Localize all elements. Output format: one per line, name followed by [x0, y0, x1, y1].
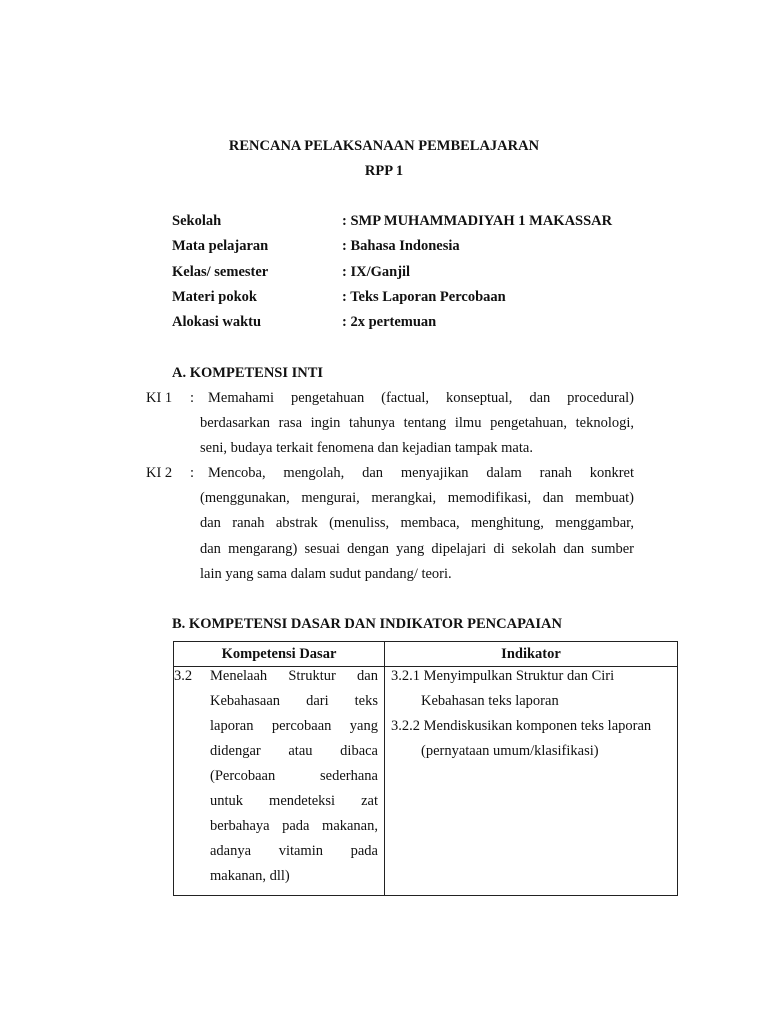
kd-line-1: Menelaah Struktur dan — [210, 668, 378, 684]
kd-cell — [174, 667, 385, 896]
identity-value-alokasi: : 2x pertemuan — [342, 314, 437, 330]
identity-label-kelas: Kelas/ semester — [172, 264, 269, 280]
indikator-1: 3.2.1 Menyimpulkan Struktur dan Ciri — [391, 668, 615, 684]
header-kompetensi-dasar: Kompetensi Dasar — [174, 642, 385, 667]
identity-value-sekolah: : SMP MUHAMMADIYAH 1 MAKASSAR — [342, 213, 613, 229]
identity-label-alokasi: Alokasi waktu — [172, 314, 262, 330]
identity-value-mapel: : Bahasa Indonesia — [342, 238, 460, 254]
ki2-line-4: dan mengarang) sesuai dengan yang dipelajari di sekolah dan sumber — [200, 541, 634, 557]
table-header-row — [174, 642, 678, 667]
document-title: RENCANA PELAKSANAAN PEMBELAJARAN — [228, 138, 540, 154]
identity-value-materi: : Teks Laporan Percobaan — [342, 289, 506, 305]
indikator-1-cont: Kebahasan teks laporan — [421, 693, 559, 709]
kd-line-2: Kebahasaan dari teks — [210, 693, 378, 709]
table-row — [174, 667, 678, 896]
ki2-label: KI 2 — [146, 465, 173, 481]
kd-line-5: (Percobaan sederhana — [210, 768, 378, 784]
ki1-label: KI 1 — [146, 390, 173, 406]
identity-label-mapel: Mata pelajaran — [172, 238, 269, 254]
header-indikator: Indikator — [385, 642, 678, 667]
identity-label-sekolah: Sekolah — [172, 213, 222, 229]
kd-line-4: didengar atau dibaca — [210, 743, 378, 759]
indikator-2: 3.2.2 Mendiskusikan komponen teks laporan — [391, 718, 652, 734]
kd-line-6: untuk mendeteksi zat — [210, 793, 378, 809]
ki1-line-3: seni, budaya terkait fenomena dan kejadian tampak mata. — [200, 440, 533, 456]
ki2-line-3: dan ranah abstrak (menuliss, membaca, menghitung, menggambar, — [200, 515, 634, 531]
document-subtitle: RPP 1 — [364, 163, 404, 179]
kd-line-7: berbahaya pada makanan, — [210, 818, 378, 834]
identity-label-materi: Materi pokok — [172, 289, 257, 305]
ki1-line-1: Memahami pengetahuan (factual, konseptual, dan procedural) — [208, 390, 634, 406]
section-a-heading: A. KOMPETENSI INTI — [172, 365, 324, 381]
kd-indikator-table — [173, 641, 678, 896]
indikator-cell — [385, 667, 678, 896]
kd-line-9: makanan, dll) — [210, 868, 290, 884]
section-b-heading: B. KOMPETENSI DASAR DAN INDIKATOR PENCAPAIAN — [172, 616, 562, 632]
ki1-separator: : — [190, 390, 195, 406]
ki2-line-2: (menggunakan, mengurai, merangkai, memodifikasi, dan membuat) — [200, 490, 634, 506]
indikator-2-cont: (pernyataan umum/klasifikasi) — [421, 743, 599, 759]
kd-number: 3.2 — [174, 668, 193, 684]
ki1-line-2: berdasarkan rasa ingin tahunya tentang ilmu pengetahuan, teknologi, — [200, 415, 634, 431]
ki2-line-5: lain yang sama dalam sudut pandang/ teori. — [200, 566, 452, 582]
kd-line-8: adanya vitamin pada — [210, 843, 378, 859]
identity-value-kelas: : IX/Ganjil — [342, 264, 411, 280]
kd-line-3: laporan percobaan yang — [210, 718, 378, 734]
ki2-line-1: Mencoba, mengolah, dan menyajikan dalam ranah konkret — [208, 465, 634, 481]
ki2-separator: : — [190, 465, 195, 481]
